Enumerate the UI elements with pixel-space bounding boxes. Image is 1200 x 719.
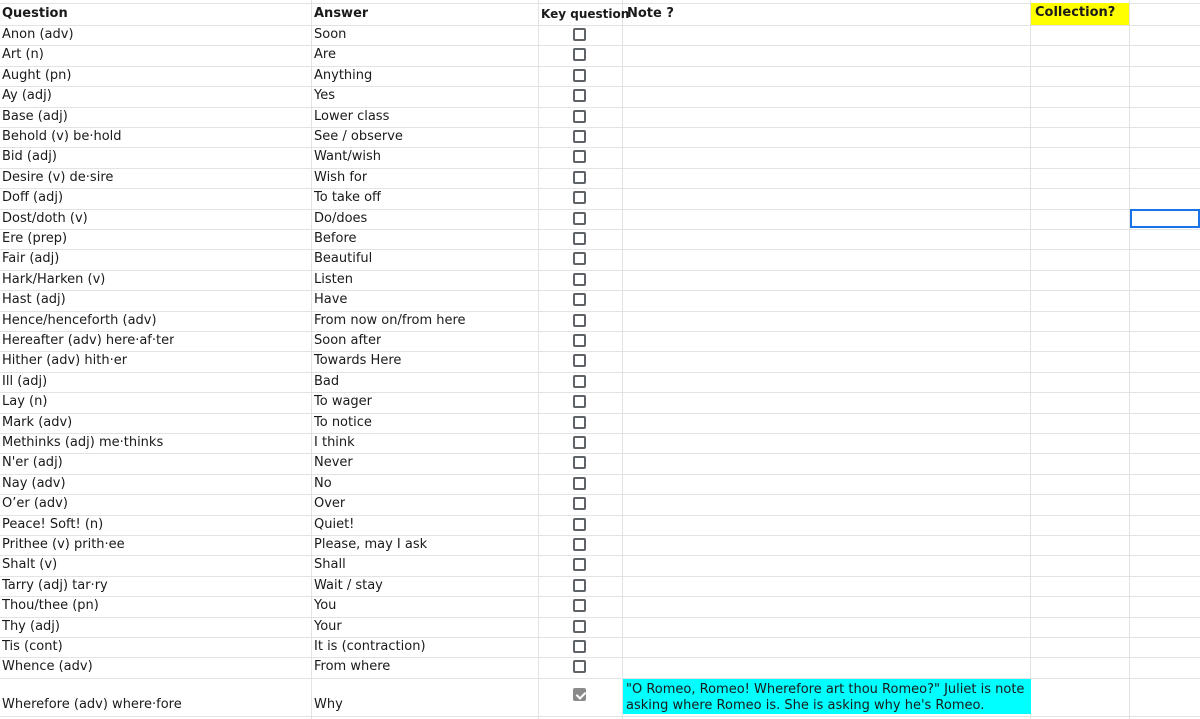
gridline-horizontal (0, 147, 1200, 148)
question-cell[interactable]: Shalt (v) (2, 557, 58, 572)
answer-cell[interactable]: Bad (314, 374, 340, 389)
question-cell[interactable]: Hither (adv) hith·er (2, 353, 128, 368)
answer-cell[interactable]: Anything (314, 68, 373, 83)
question-cell[interactable]: Dost/doth (v) (2, 211, 88, 226)
gridline-horizontal (0, 474, 1200, 475)
key-question-checkbox[interactable] (573, 660, 586, 673)
gridline-horizontal (0, 25, 1200, 26)
question-cell[interactable]: Hereafter (adv) here·af·ter (2, 333, 175, 348)
gridline-vertical (1030, 0, 1031, 719)
gridline-horizontal (0, 576, 1200, 577)
answer-cell[interactable]: Lower class (314, 109, 390, 124)
gridline-horizontal (0, 494, 1200, 495)
question-cell[interactable]: Hark/Harken (v) (2, 272, 106, 287)
answer-cell[interactable]: Wish for (314, 170, 368, 185)
key-question-checkbox[interactable] (573, 232, 586, 245)
gridline-horizontal (0, 617, 1200, 618)
question-cell[interactable]: Aught (pn) (2, 68, 72, 83)
question-cell[interactable]: Tis (cont) (2, 639, 63, 654)
header-key-question[interactable]: Key question (541, 7, 630, 21)
gridline-vertical (622, 0, 623, 719)
question-cell[interactable]: Prithee (v) prith·ee (2, 537, 125, 552)
question-cell[interactable]: Ill (adj) (2, 374, 48, 389)
key-question-checkbox[interactable] (573, 375, 586, 388)
gridline-horizontal (0, 290, 1200, 291)
header-collection[interactable]: Collection? (1031, 3, 1129, 25)
answer-cell[interactable]: Over (314, 496, 346, 511)
key-question-checkbox[interactable] (573, 69, 586, 82)
question-cell[interactable]: Thou/thee (pn) (2, 598, 99, 613)
gridline-horizontal (0, 270, 1200, 271)
answer-cell[interactable]: Please, may I ask (314, 537, 428, 552)
question-cell[interactable]: Whence (adv) (2, 659, 93, 674)
question-cell[interactable]: Nay (adv) (2, 476, 66, 491)
note-cell[interactable]: "O Romeo, Romeo! Wherefore art thou Romeo?" Juliet is note asking where Romeo is. She is asking why he's Romeo. (623, 679, 1031, 714)
gridline-horizontal (0, 209, 1200, 210)
header-answer[interactable]: Answer (314, 6, 369, 21)
question-cell[interactable]: Peace! Soft! (n) (2, 517, 104, 532)
gridline-vertical (538, 0, 539, 719)
answer-cell-last[interactable]: Why (314, 697, 343, 712)
key-question-checkbox[interactable] (573, 212, 586, 225)
key-question-checkbox[interactable] (573, 436, 586, 449)
answer-cell[interactable]: Yes (314, 88, 335, 103)
question-cell[interactable]: Mark (adv) (2, 415, 73, 430)
answer-cell[interactable]: See / observe (314, 129, 403, 144)
gridline-horizontal (0, 515, 1200, 516)
question-cell[interactable]: O’er (adv) (2, 496, 68, 511)
key-question-checkbox[interactable] (573, 456, 586, 469)
key-question-checkbox[interactable] (573, 28, 586, 41)
answer-cell[interactable]: Never (314, 455, 353, 470)
key-question-checkbox[interactable] (573, 395, 586, 408)
answer-cell[interactable]: Want/wish (314, 149, 381, 164)
key-question-checkbox[interactable] (573, 48, 586, 61)
gridline-horizontal (0, 433, 1200, 434)
question-cell[interactable]: Lay (n) (2, 394, 48, 409)
key-question-checkbox[interactable] (573, 354, 586, 367)
answer-cell[interactable]: Wait / stay (314, 578, 383, 593)
answer-cell[interactable]: From where (314, 659, 391, 674)
header-question[interactable]: Question (2, 6, 68, 21)
key-question-checkbox[interactable] (573, 293, 586, 306)
answer-cell[interactable]: Beautiful (314, 251, 373, 266)
gridline-horizontal (0, 45, 1200, 46)
gridline-horizontal (0, 535, 1200, 536)
key-question-checkbox[interactable] (573, 314, 586, 327)
question-cell[interactable]: Hast (adj) (2, 292, 66, 307)
gridline-horizontal (0, 311, 1200, 312)
answer-cell[interactable]: Shall (314, 557, 346, 572)
gridline-horizontal (0, 249, 1200, 250)
gridline-horizontal (0, 86, 1200, 87)
question-cell[interactable]: Desire (v) de·sire (2, 170, 114, 185)
key-question-checkbox[interactable] (573, 334, 586, 347)
gridline-horizontal (0, 188, 1200, 189)
gridline-horizontal (0, 168, 1200, 169)
answer-cell[interactable]: Listen (314, 272, 353, 287)
answer-cell[interactable]: Are (314, 47, 336, 62)
answer-cell[interactable]: You (314, 598, 337, 613)
gridline-horizontal (0, 453, 1200, 454)
gridline-horizontal (0, 351, 1200, 352)
question-cell[interactable]: Ere (prep) (2, 231, 68, 246)
question-cell[interactable]: Methinks (adj) me·thinks (2, 435, 164, 450)
question-cell[interactable]: Behold (v) be·hold (2, 129, 122, 144)
gridline-horizontal (0, 555, 1200, 556)
gridline-horizontal (0, 229, 1200, 230)
key-question-checkbox[interactable] (573, 518, 586, 531)
key-question-checkbox[interactable] (573, 150, 586, 163)
header-note[interactable]: Note ? (627, 6, 674, 21)
answer-cell[interactable]: I think (314, 435, 355, 450)
question-cell[interactable]: Thy (adj) (2, 619, 60, 634)
key-question-checkbox[interactable] (573, 191, 586, 204)
gridline-horizontal (0, 372, 1200, 373)
question-cell[interactable]: Tarry (adj) tar·ry (2, 578, 108, 593)
key-question-checkbox[interactable] (573, 416, 586, 429)
key-question-checkbox-last[interactable] (573, 688, 586, 701)
gridline-vertical (311, 0, 312, 719)
key-question-checkbox[interactable] (573, 558, 586, 571)
answer-cell[interactable]: Before (314, 231, 357, 246)
question-cell[interactable]: N'er (adj) (2, 455, 63, 470)
gridline-horizontal (0, 657, 1200, 658)
answer-cell[interactable]: Towards Here (314, 353, 402, 368)
gridline-horizontal (0, 392, 1200, 393)
key-question-checkbox[interactable] (573, 620, 586, 633)
key-question-checkbox[interactable] (573, 497, 586, 510)
gridline-horizontal (0, 413, 1200, 414)
question-cell[interactable]: Ay (adj) (2, 88, 52, 103)
answer-cell[interactable]: Soon after (314, 333, 382, 348)
answer-cell[interactable]: Quiet! (314, 517, 355, 532)
gridline-horizontal (0, 127, 1200, 128)
key-question-checkbox[interactable] (573, 599, 586, 612)
answer-cell[interactable]: Have (314, 292, 348, 307)
key-question-checkbox[interactable] (573, 273, 586, 286)
answer-cell[interactable]: Do/does (314, 211, 368, 226)
gridline-horizontal (0, 596, 1200, 597)
question-cell[interactable]: Art (n) (2, 47, 44, 62)
question-cell[interactable]: Hence/henceforth (adv) (2, 313, 157, 328)
gridline-horizontal (0, 66, 1200, 67)
question-cell[interactable]: Base (adj) (2, 109, 68, 124)
question-cell[interactable]: Doff (adj) (2, 190, 64, 205)
selected-cell[interactable] (1130, 209, 1200, 228)
key-question-checkbox[interactable] (573, 252, 586, 265)
key-question-checkbox[interactable] (573, 89, 586, 102)
key-question-checkbox[interactable] (573, 130, 586, 143)
gridline-horizontal (0, 637, 1200, 638)
gridline-horizontal (0, 331, 1200, 332)
answer-cell[interactable]: From now on/from here (314, 313, 466, 328)
answer-cell[interactable]: Soon (314, 27, 347, 42)
key-question-checkbox[interactable] (573, 110, 586, 123)
key-question-checkbox[interactable] (573, 538, 586, 551)
gridline-horizontal (0, 107, 1200, 108)
key-question-checkbox[interactable] (573, 640, 586, 653)
question-cell-last[interactable]: Wherefore (adv) where·fore (2, 697, 182, 712)
gridline-vertical (1129, 0, 1130, 719)
answer-cell[interactable]: No (314, 476, 332, 491)
gridline-horizontal (0, 716, 1200, 717)
key-question-checkbox[interactable] (573, 579, 586, 592)
answer-cell[interactable]: Your (314, 619, 342, 634)
answer-cell[interactable]: To notice (314, 415, 372, 430)
answer-cell[interactable]: It is (contraction) (314, 639, 426, 654)
question-cell[interactable]: Fair (adj) (2, 251, 60, 266)
question-cell[interactable]: Bid (adj) (2, 149, 57, 164)
question-cell[interactable]: Anon (adv) (2, 27, 74, 42)
key-question-checkbox[interactable] (573, 171, 586, 184)
answer-cell[interactable]: To wager (314, 394, 373, 409)
answer-cell[interactable]: To take off (314, 190, 381, 205)
key-question-checkbox[interactable] (573, 477, 586, 490)
